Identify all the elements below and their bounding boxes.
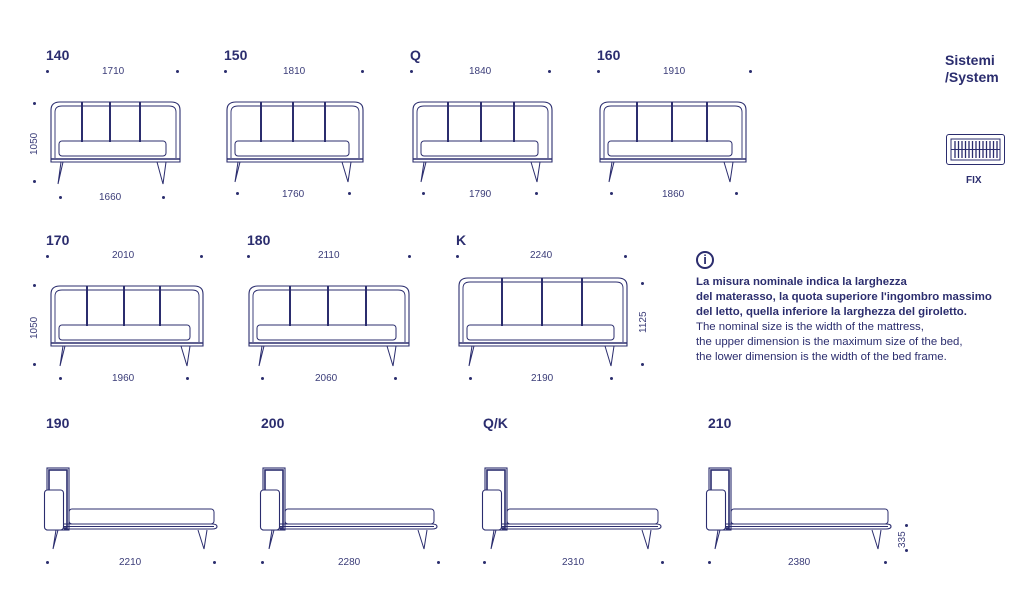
- note-en-line3: the lower dimension is the width of the bed frame.: [696, 351, 947, 363]
- top-dimension-160: 1910: [663, 66, 686, 77]
- bed-front-view-170: [48, 284, 206, 370]
- dimension-dot: [59, 377, 62, 380]
- system-title-line1: Sistemi: [945, 52, 995, 68]
- height-dimension-140: 1050: [29, 132, 40, 155]
- note-en-line2: the upper dimension is the maximum size of the bed,: [696, 336, 963, 348]
- dimension-dot: [437, 561, 440, 564]
- dimension-dot: [641, 282, 644, 285]
- bed-side-view-210: [706, 466, 894, 552]
- height-dimension-210: 335: [897, 531, 908, 548]
- bottom-dimension-170: 1960: [112, 373, 135, 384]
- dimension-dot: [610, 192, 613, 195]
- dimension-dot: [641, 363, 644, 366]
- dimension-dot: [483, 561, 486, 564]
- size-label-170: 170: [46, 232, 70, 248]
- dimension-dot: [46, 561, 49, 564]
- bed-front-view-k: [456, 276, 630, 370]
- bottom-dimension-k: 2190: [531, 373, 554, 384]
- top-dimension-170: 2010: [112, 250, 135, 261]
- length-dimension-210: 2380: [788, 557, 811, 568]
- top-dimension-140: 1710: [102, 66, 125, 77]
- bed-front-view-140: [48, 100, 183, 190]
- bottom-dimension-140: 1660: [99, 192, 122, 203]
- dimension-dot: [597, 70, 600, 73]
- dimension-dot: [33, 284, 36, 287]
- size-label-q: Q: [410, 47, 421, 63]
- dimension-dot: [610, 377, 613, 380]
- bottom-dimension-q: 1790: [469, 189, 492, 200]
- length-dimension-qk: 2310: [562, 557, 585, 568]
- bed-side-view-190: [44, 466, 220, 552]
- dimension-dot: [33, 363, 36, 366]
- note-it-line3: del letto, quella inferiore la larghezza del giroletto.: [696, 306, 967, 318]
- dimension-dot: [261, 561, 264, 564]
- dimension-dot: [884, 561, 887, 564]
- dimension-dot: [236, 192, 239, 195]
- dimension-dot: [749, 70, 752, 73]
- top-dimension-q: 1840: [469, 66, 492, 77]
- dimension-dot: [661, 561, 664, 564]
- bottom-dimension-160: 1860: [662, 189, 685, 200]
- fix-label: FIX: [966, 175, 982, 186]
- dimension-dot: [59, 196, 62, 199]
- length-dimension-200: 2280: [338, 557, 361, 568]
- dimension-dot: [708, 561, 711, 564]
- dimension-dot: [186, 377, 189, 380]
- note-it-line1: La misura nominale indica la larghezza: [696, 276, 907, 288]
- top-dimension-150: 1810: [283, 66, 306, 77]
- dimension-dot: [905, 524, 908, 527]
- bottom-dimension-180: 2060: [315, 373, 338, 384]
- dimension-dot: [548, 70, 551, 73]
- dimension-dot: [46, 255, 49, 258]
- dimension-dot: [408, 255, 411, 258]
- size-label-140: 140: [46, 47, 70, 63]
- dimension-dot: [200, 255, 203, 258]
- bed-front-view-180: [246, 284, 412, 370]
- note-it-line2: del materasso, la quota superiore l'ingombro massimo: [696, 291, 992, 303]
- size-label-190: 190: [46, 415, 70, 431]
- size-label-k: K: [456, 232, 467, 248]
- dimension-dot: [624, 255, 627, 258]
- size-label-160: 160: [597, 47, 621, 63]
- dimension-dot: [213, 561, 216, 564]
- dimension-dot: [33, 180, 36, 183]
- info-icon: i: [696, 251, 714, 269]
- dimension-dot: [361, 70, 364, 73]
- height-dimension-k: 1125: [638, 311, 649, 333]
- dimension-dot: [247, 255, 250, 258]
- bottom-dimension-150: 1760: [282, 189, 305, 200]
- top-dimension-k: 2240: [530, 250, 553, 261]
- top-dimension-180: 2110: [318, 250, 340, 261]
- length-dimension-190: 2210: [119, 557, 142, 568]
- bed-front-view-160: [597, 100, 749, 186]
- dimension-dot: [261, 377, 264, 380]
- bed-front-view-150: [224, 100, 366, 186]
- dimension-dot: [162, 196, 165, 199]
- size-label-200: 200: [261, 415, 285, 431]
- dimension-dot: [905, 549, 908, 552]
- dimension-dot: [422, 192, 425, 195]
- dimension-dot: [176, 70, 179, 73]
- size-label-180: 180: [247, 232, 271, 248]
- dimension-dot: [469, 377, 472, 380]
- dimension-dot: [410, 70, 413, 73]
- size-label-qk: Q/K: [483, 415, 508, 431]
- system-title: [945, 52, 999, 86]
- system-title-line2: /System: [945, 69, 999, 85]
- bed-side-view-qk: [482, 466, 664, 552]
- dimension-dot: [456, 255, 459, 258]
- info-note: [696, 275, 1026, 365]
- note-en-line1: The nominal size is the width of the mattress,: [696, 321, 924, 333]
- dimension-dot: [224, 70, 227, 73]
- slatted-base-icon: [946, 134, 1005, 165]
- size-label-210: 210: [708, 415, 732, 431]
- dimension-dot: [735, 192, 738, 195]
- bed-side-view-200: [260, 466, 440, 552]
- dimension-dot: [33, 102, 36, 105]
- dimension-dot: [394, 377, 397, 380]
- dimension-dot: [46, 70, 49, 73]
- dimension-dot: [348, 192, 351, 195]
- dimension-dot: [535, 192, 538, 195]
- bed-front-view-q: [410, 100, 555, 186]
- height-dimension-170: 1050: [29, 316, 40, 339]
- size-label-150: 150: [224, 47, 248, 63]
